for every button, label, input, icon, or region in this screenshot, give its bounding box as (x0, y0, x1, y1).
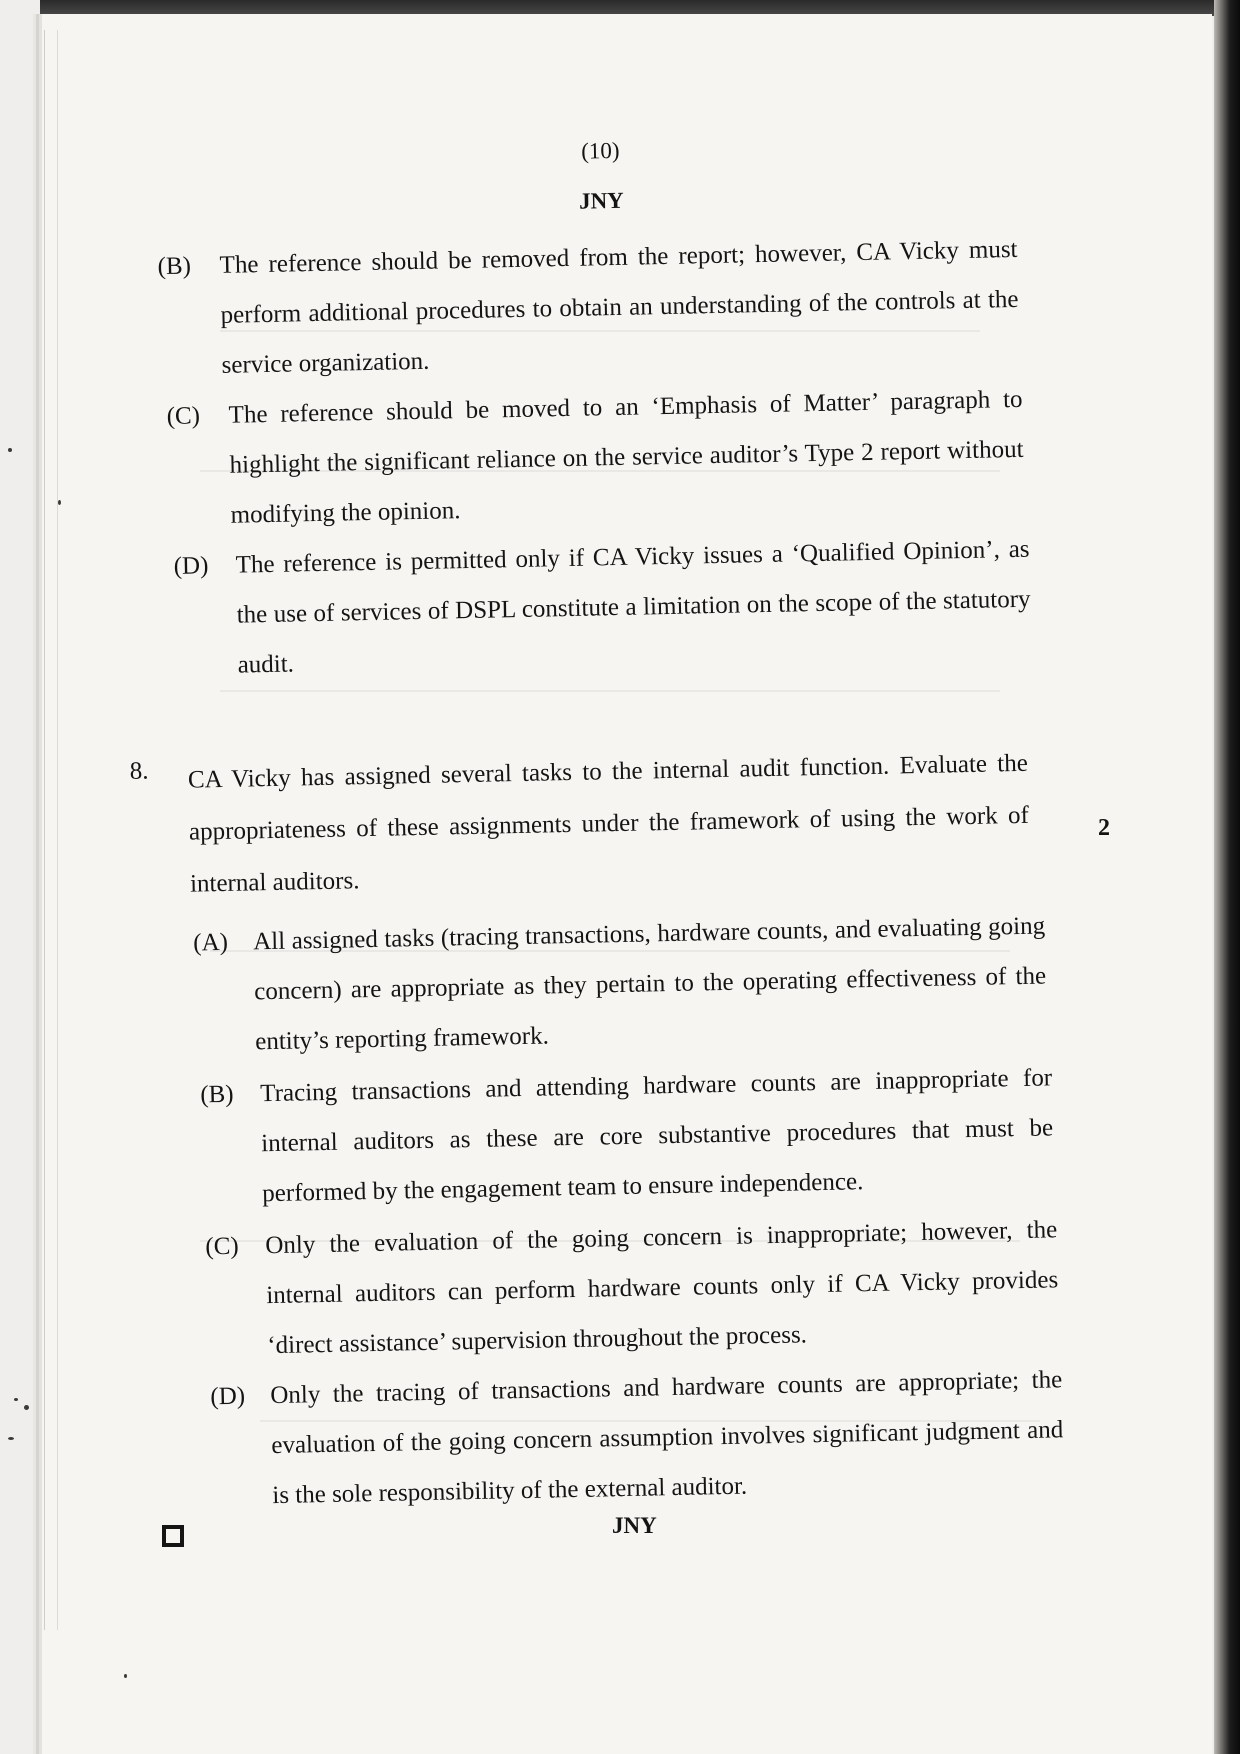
option-label: (B) (157, 252, 192, 281)
prev-option-c (166, 375, 1025, 542)
paper-code-bottom: JNY (612, 1513, 657, 1538)
marks-value: 2 (1098, 815, 1110, 841)
option-label: (B) (200, 1080, 234, 1109)
option-text: Only the evaluation of the going concern is inappropriate; however, the internal auditors can perform hardware counts only if CA Vicky provides ‘direct assistance’ supervision throughout the process. (265, 1216, 1059, 1360)
option-text: The reference should be moved to an ‘Emphasis of Matter’ paragraph to highlight the significant reliance on the service auditor’s Type 2 report without modifying the opinion. (228, 385, 1024, 529)
paper-code-top: JNY (578, 187, 625, 214)
checkbox-square-icon (162, 1525, 184, 1547)
prev-option-b (157, 225, 1020, 392)
question-number: 8. (129, 757, 149, 785)
prev-option-d (173, 525, 1032, 692)
option-label: (A) (192, 928, 229, 957)
option-text: The reference should be removed from the report; however, CA Vicky must perform additional procedures to obtain an understanding of the controls at the service organization. (219, 235, 1019, 379)
option-text: All assigned tasks (tracing transactions, hardware counts, and evaluating going concern) are appropriate as they pertain to the operating effectiveness of the entity’s reporting framework. (252, 912, 1047, 1056)
q8-option-c (205, 1205, 1060, 1372)
q8-option-a (193, 901, 1048, 1068)
option-label: (D) (173, 552, 209, 580)
q8-option-b (200, 1053, 1055, 1220)
option-label: (C) (166, 402, 201, 431)
option-text: Only the tracing of transactions and hardware counts are appropriate; the evaluation of the going concern assumption involves significant judgment and is the sole responsibility of the external auditor. (270, 1366, 1064, 1510)
option-label: (D) (210, 1382, 246, 1411)
q8-option-d (210, 1355, 1065, 1522)
option-text: The reference is permitted only if CA Vicky issues a ‘Qualified Opinion’, as the use of services of DSPL constitute a limitation on the scope of the statutory audit. (235, 535, 1031, 679)
option-text: Tracing transactions and attending hardware counts are inappropriate for internal auditors as these are core substantive procedures that must be performed by the engagement team to ensure independence. (260, 1064, 1054, 1208)
page-number: (10) (581, 137, 620, 164)
question-text: CA Vicky has assigned several tasks to the internal audit function. Evaluate the appropriateness of these assignments under the framework of using the work of internal auditors. (187, 749, 1030, 898)
option-label: (C) (205, 1232, 239, 1261)
